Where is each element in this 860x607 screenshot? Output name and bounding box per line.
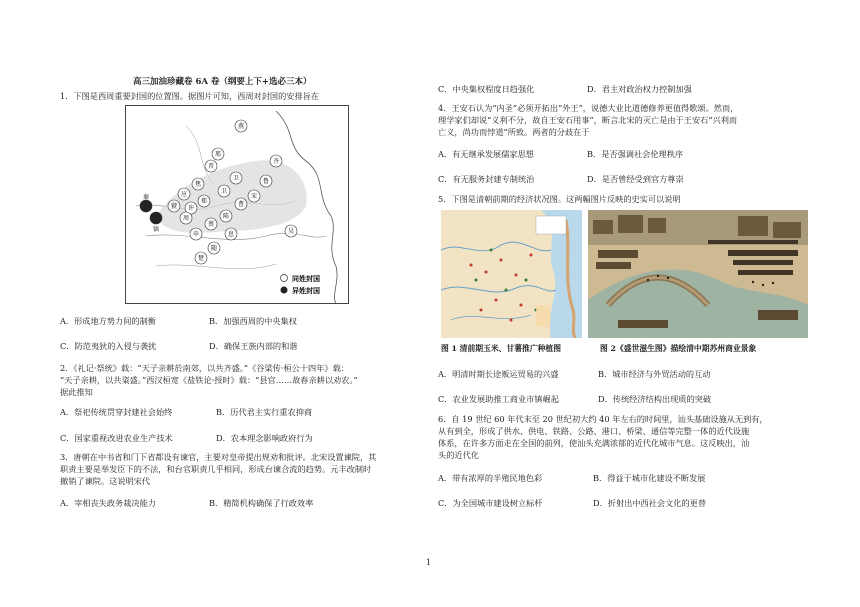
q4-option-a[interactable]: A．有无继承发展儒家思想 xyxy=(438,149,534,159)
q6-stem-line-3: 体系，在许多方面走在全国的前列，使汕头充满浓郁的近代化城市气息。这反映出，汕 xyxy=(438,438,750,448)
q6-stem-line-1: 6．自 19 世纪 60 年代末至 20 世纪初大约 40 年左右的时间里，汕头基础设施从无到有， xyxy=(438,414,768,424)
q2-option-a[interactable]: A．祭祀传统贯穿封建社会始终 xyxy=(60,407,173,417)
state-label: 申 xyxy=(192,231,200,238)
q4-stem-line-2: 理学家们却说“义利不分，故自王安石用事”，断言北宋的灭亡是由于王安石“兴利而 xyxy=(438,115,738,125)
q1-option-b[interactable]: B．加强西周的中央集权 xyxy=(209,316,297,326)
state-label: 虢 xyxy=(170,203,178,210)
q5-option-b[interactable]: B．城市经济与外贸活动的互动 xyxy=(598,369,711,379)
state-label: 宋 xyxy=(250,193,258,200)
map-legend xyxy=(281,274,321,295)
suzhou-painting-figure xyxy=(588,210,808,338)
state-label: 随 xyxy=(210,245,218,252)
q2-option-c[interactable]: C．国家重视改进农业生产技术 xyxy=(60,433,173,443)
state-label: 吴 xyxy=(287,228,295,235)
q4-option-c[interactable]: C．有无服务封建专制统治 xyxy=(438,174,535,184)
q2-option-d[interactable]: D．农本理念影响政府行为 xyxy=(216,433,313,443)
q5-option-a[interactable]: A．明清时期长途贩运贸易的兴盛 xyxy=(438,369,559,379)
state-label: 息 xyxy=(227,231,235,238)
q4-option-d[interactable]: D．是否曾经受到官方尊崇 xyxy=(587,174,684,184)
state-label: 卫 xyxy=(232,175,240,182)
q6-stem-line-2: 从有到全，形成了供水、供电、铁路、公路、港口、桥梁、通信等完整一体的近代设施 xyxy=(438,426,750,436)
q4-stem-line-3: 亡义，尚功而悖道”所致。两者的分歧在于 xyxy=(438,127,590,137)
state-label: 焦 xyxy=(194,181,202,188)
map-graphic xyxy=(126,106,348,303)
state-label: 邢 xyxy=(214,151,222,158)
state-label: 鲁 xyxy=(262,178,270,185)
q3-option-b[interactable]: B．精简机构确保了行政效率 xyxy=(209,498,314,508)
q2-stem-line-1: 2．《礼记·祭统》载：“天子亲耕於南郊，以共齐盛。”《谷梁传·桓公十四年》载： xyxy=(60,363,349,373)
figure-1-caption: 图 1 清前期玉米、甘薯推广种植图 xyxy=(441,344,562,353)
q2-stem-line-3: 据此推知 xyxy=(60,387,93,397)
state-label: 蔡 xyxy=(207,221,215,228)
page-number: 1 xyxy=(426,558,432,567)
q6-option-c[interactable]: C．为全国城市建设树立标杆 xyxy=(438,498,543,508)
state-label: 镐 xyxy=(152,226,160,233)
q6-option-d[interactable]: D．折射出中西社会文化的更替 xyxy=(593,498,707,508)
figure-2-caption: 图 2《盛世滋生图》描绘清中期苏州商业景象 xyxy=(600,344,757,353)
q1-stem: 1．下图是西周重要封国的位置图。据图片可知，西周对封国的安排旨在 xyxy=(60,91,320,101)
q2-stem-line-2: “天子亲耕，以共粢盛。”西汉桓宽《盐铁论·授时》载：“县官……故春亲耕以劝农。” xyxy=(60,375,358,385)
q3-stem-line-2: 职责主要是举发臣下的不法，和台官职责几乎相同，形成台谏合流的趋势。元丰改制时 xyxy=(60,464,372,474)
state-label: 周 xyxy=(182,215,190,222)
q3-option-c[interactable]: C．中央集权程度日趋强化 xyxy=(438,84,535,94)
q5-option-c[interactable]: C．农业发展助推工商业市镇崛起 xyxy=(438,394,559,404)
state-label: 秦 xyxy=(142,194,150,201)
q6-stem-line-4: 头的近代化 xyxy=(438,450,479,460)
legend-same-label: 同姓封国 xyxy=(292,275,320,283)
q6-option-b[interactable]: B．得益于城市化建设不断发展 xyxy=(593,473,706,483)
state-label: 晋 xyxy=(207,163,215,170)
q1-option-d[interactable]: D．确保王族内部的和谐 xyxy=(209,341,298,351)
state-label: 许 xyxy=(187,205,195,212)
q3-stem-line-3: 撤销了谏院。这说明宋代 xyxy=(60,476,151,486)
state-label: 燕 xyxy=(237,123,245,130)
q1-option-c[interactable]: C．防范夷狄的入侵与袭扰 xyxy=(60,341,157,351)
q2-option-b[interactable]: B．历代君主实行重农抑商 xyxy=(216,407,313,417)
q3-option-a[interactable]: A．宰相丧失政务裁决能力 xyxy=(60,498,156,508)
q1-option-a[interactable]: A．形成地方势力间的制衡 xyxy=(60,316,156,326)
state-label: 应 xyxy=(180,191,188,198)
state-label: 卫 xyxy=(220,188,228,195)
q5-stem: 5．下图是清朝前期的经济状况图。这两幅图片反映的史实可以说明 xyxy=(438,194,681,204)
state-label: 楚 xyxy=(197,255,205,262)
state-label: 曹 xyxy=(237,201,245,208)
state-label: 郑 xyxy=(200,198,208,205)
crop-map-figure xyxy=(441,210,582,338)
q5-option-d[interactable]: D．传统经济结构出现质的突破 xyxy=(598,394,712,404)
legend-diff-label: 异姓封国 xyxy=(292,287,320,295)
zhou-states-map xyxy=(125,105,349,304)
q3-stem-line-1: 3．唐朝在中书省和门下省都设有谏官，主要对皇帝提出规劝和批评。北宋设置谏院，其 xyxy=(60,452,377,462)
q4-stem-line-1: 4．王安石认为“内圣”必须开拓出“外王”，说德大业比道德修养更值得歌颂。然而， xyxy=(438,103,739,113)
q3-option-d[interactable]: D．君主对政治权力控制加强 xyxy=(587,84,692,94)
state-label: 齐 xyxy=(272,158,280,165)
q4-option-b[interactable]: B．是否强调社会伦理秩序 xyxy=(587,149,684,159)
q6-option-a[interactable]: A．带有浓厚的半殖民地色彩 xyxy=(438,473,543,483)
title: 高三加油珍藏卷 6A 卷（纲要上下+选必三本） xyxy=(133,77,312,87)
state-label: 陈 xyxy=(222,213,230,220)
